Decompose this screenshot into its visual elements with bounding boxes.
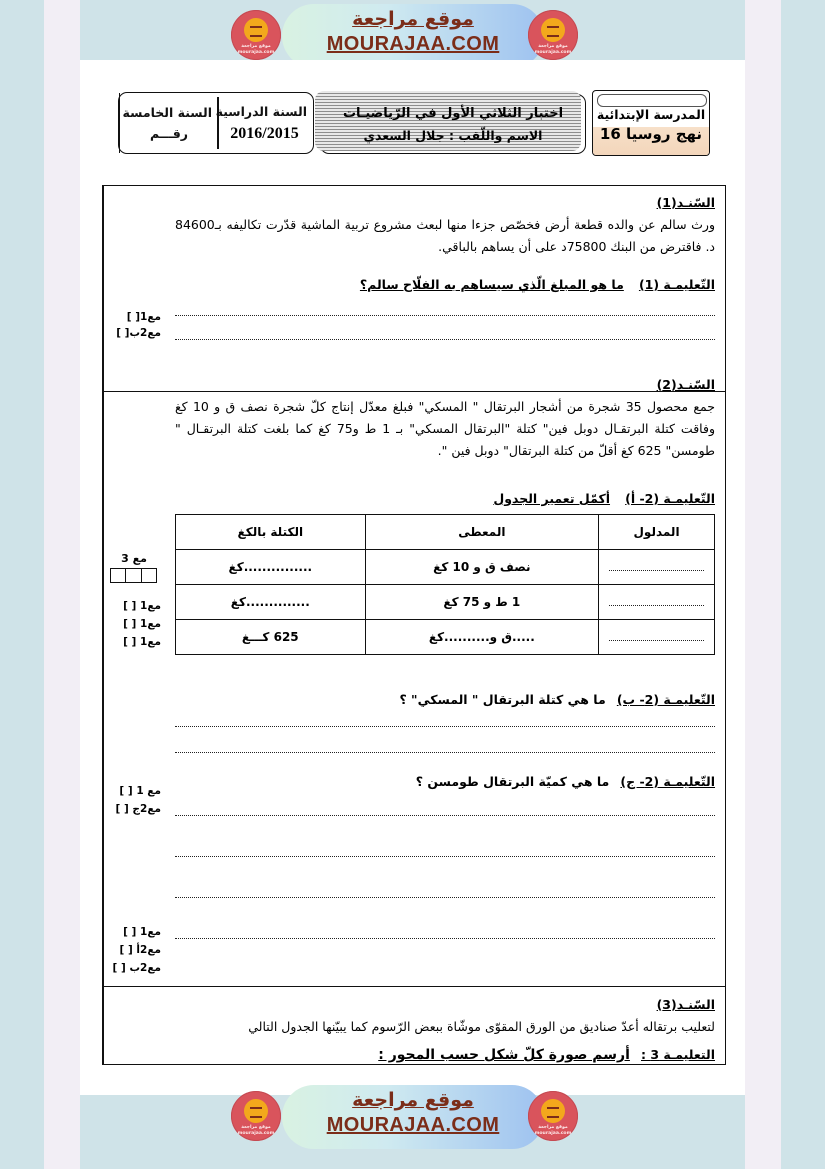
- exam-title-box: [320, 94, 586, 154]
- fill-line[interactable]: [609, 604, 704, 606]
- mark-mee1-r2[interactable]: مع1 [ ]: [123, 618, 161, 630]
- instruction-2c-label: التّعليمـة (2- ج): [620, 774, 715, 789]
- mourajaa-logo-left: [231, 1091, 281, 1141]
- fill-line[interactable]: [609, 569, 704, 571]
- school-box: [592, 90, 710, 156]
- exam-header: [80, 88, 745, 160]
- year-value: 2016/2015: [230, 124, 299, 142]
- section-1-body: ورث سالم عن والده قطعة أرض فخصّص جزءا منها لبعث مشروع تربية الماشية قدّرت تكاليفه بـ84600 د. فاقترض من البنك 75800د على أن يساهم بالباقي.: [175, 217, 715, 254]
- col-given: المعطى: [365, 515, 598, 550]
- section-3-body: لتعليب برتقاله أعدّ صناديق من الورق المقوّى موشّاة ببعض الرّسوم كما يبيّنها الجدول التالي: [248, 1019, 715, 1034]
- table-header-row: [176, 515, 715, 550]
- mark-mee1-a[interactable]: مع1[ ]: [126, 311, 161, 323]
- cell-given: 1 ط و 75 كغ: [365, 585, 598, 620]
- cell-given[interactable]: .....ق و..........كغ: [365, 620, 598, 655]
- col-meaning: المدلول: [599, 515, 715, 550]
- cell-mass[interactable]: ..............كغ: [176, 585, 366, 620]
- logo-disc-icon: [244, 1099, 268, 1123]
- answer-line[interactable]: [175, 896, 715, 898]
- cell-meaning[interactable]: [599, 585, 715, 620]
- mark-cell[interactable]: [141, 568, 157, 583]
- watermark-site: MOURAJAA.COM: [326, 1113, 500, 1136]
- logo-caption: موقع مراجعة mourajaa.com: [237, 1125, 275, 1137]
- answer-line[interactable]: [175, 814, 715, 816]
- mark-mee3-boxes[interactable]: [111, 568, 157, 583]
- watermark-text: [282, 8, 544, 57]
- logo-caption: موقع مراجعة mourajaa.com: [237, 44, 275, 56]
- mark-mee1-b[interactable]: مع 1 [ ]: [119, 785, 161, 797]
- section-1-title: [175, 192, 715, 211]
- number-label: رقـــم: [149, 126, 188, 141]
- year-label: السنة الدراسية: [215, 103, 307, 119]
- mark-mee3-label: مع 3: [121, 552, 147, 565]
- page-margin-band-left: [44, 0, 80, 1169]
- cell-mass[interactable]: ...............كغ: [176, 550, 366, 585]
- student-name-line: الاسم واللّقب : جلال السعدي: [363, 127, 543, 143]
- school-box-tab: [597, 94, 707, 107]
- logo-disc-icon: [541, 1099, 565, 1123]
- answer-line[interactable]: [175, 937, 715, 939]
- fill-line[interactable]: [609, 639, 704, 641]
- watermark-banner-bottom: [0, 1083, 825, 1155]
- instruction-3-text: أرسم صورة كلّ شكل حسب المحور :: [378, 1047, 630, 1063]
- instruction-2a-text: أكمّل تعمير الجدول: [493, 491, 611, 506]
- exam-title: اختبار الثلاثي الأول في الرّياضيـات: [342, 105, 564, 121]
- instruction-1-label: التّعليمـة (1): [638, 277, 715, 292]
- instruction-2a: [175, 488, 715, 507]
- watermark-arabic: موقع مراجعة: [352, 8, 474, 30]
- cell-mass: 625 كـــغ: [176, 620, 366, 655]
- page-margin-band-right: [745, 0, 781, 1169]
- instruction-2c-text: ما هي كميّة البرتقال طومسن ؟: [415, 774, 610, 789]
- logo-disc-icon: [244, 18, 268, 42]
- answer-line[interactable]: [175, 338, 715, 340]
- answer-line[interactable]: [175, 855, 715, 857]
- mark-cell[interactable]: [110, 568, 126, 583]
- watermark-site: MOURAJAA.COM: [326, 32, 500, 55]
- mark-mee2b-a[interactable]: مع2ب[ ]: [116, 327, 161, 339]
- exam-body-frame: [102, 185, 726, 1065]
- header-level-cell: [119, 93, 218, 153]
- school-name: المدرسة الإبتدائية: [596, 107, 706, 122]
- answer-line[interactable]: [175, 725, 715, 727]
- mark-mee1-r3[interactable]: مع1 [ ]: [123, 636, 161, 648]
- level-label: السنة الخامسة: [122, 105, 212, 120]
- cell-meaning[interactable]: [599, 620, 715, 655]
- mass-table-wrapper: [175, 514, 715, 655]
- instruction-2a-label: التّعليمـة (2- أ): [625, 491, 715, 506]
- section-3-title: [175, 994, 715, 1013]
- instruction-2b-text: ما هي كتلة البرتقال " المسكي" ؟: [399, 692, 606, 707]
- instruction-3-label: التعليمـة 3 :: [641, 1047, 715, 1062]
- table-row: [176, 585, 715, 620]
- section-2-body: جمع محصول 35 شجرة من أشجار البرتقال " المسكي" فبلغ معدّل إنتاج كلّ شجرة نصف ق و 10 كغ وفاقت كتلة البرتقـال دوبل فين" كتلة "البرتقال المسكي" بـ 1 ط و75 كغ كما بلغت كتلة البرتقـال " طومسن" 625 كغ أقلّ من كتلة البرتقال" دوبل فين ".: [175, 399, 716, 458]
- instruction-3: [175, 1044, 715, 1063]
- section-2-title: [175, 374, 715, 393]
- table-row: [176, 550, 715, 585]
- answer-line[interactable]: [175, 314, 715, 316]
- mark-mee1-r1[interactable]: مع1 [ ]: [123, 600, 161, 612]
- mass-table: [175, 514, 715, 655]
- logo-caption: موقع مراجعة mourajaa.com: [534, 44, 572, 56]
- mark-mee1-c[interactable]: مع1 [ ]: [123, 926, 161, 938]
- exam-content-column: [165, 186, 725, 1064]
- header-info-box: [118, 92, 314, 154]
- mark-mee2c-b[interactable]: مع2ج [ ]: [115, 803, 161, 815]
- mourajaa-logo-left: [231, 10, 281, 60]
- section-1-label: السّنـد(1): [656, 195, 715, 210]
- answer-line[interactable]: [175, 751, 715, 753]
- table-row: [176, 620, 715, 655]
- section-3-label: السّنـد(3): [656, 997, 715, 1012]
- cell-given: نصف ق و 10 كغ: [365, 550, 598, 585]
- watermark-text: [282, 1089, 544, 1138]
- instruction-1-text: ما هو المبلغ الّذي سيساهم به الفلّاح سالم؟: [359, 277, 624, 292]
- instruction-1: [175, 274, 715, 293]
- mark-mee2b-c[interactable]: مع2ب [ ]: [112, 962, 161, 974]
- instruction-2c: [175, 771, 715, 790]
- exam-sheet: [80, 60, 745, 1095]
- cell-meaning[interactable]: [599, 550, 715, 585]
- logo-caption: موقع مراجعة mourajaa.com: [534, 1125, 572, 1137]
- logo-disc-icon: [541, 18, 565, 42]
- school-address: نهج روسيا 16: [599, 125, 703, 143]
- watermark-arabic: موقع مراجعة: [352, 1089, 474, 1111]
- header-year-cell: [216, 93, 313, 153]
- section-2-label: السّنـد(2): [656, 377, 715, 392]
- col-mass: الكتلة بالكغ: [176, 515, 366, 550]
- mark-cell[interactable]: [125, 568, 141, 583]
- instruction-2b: [175, 689, 715, 708]
- mark-mee2a-c[interactable]: مع2أ [ ]: [119, 944, 161, 956]
- instruction-2b-label: التّعليمـة (2- ب): [616, 692, 715, 707]
